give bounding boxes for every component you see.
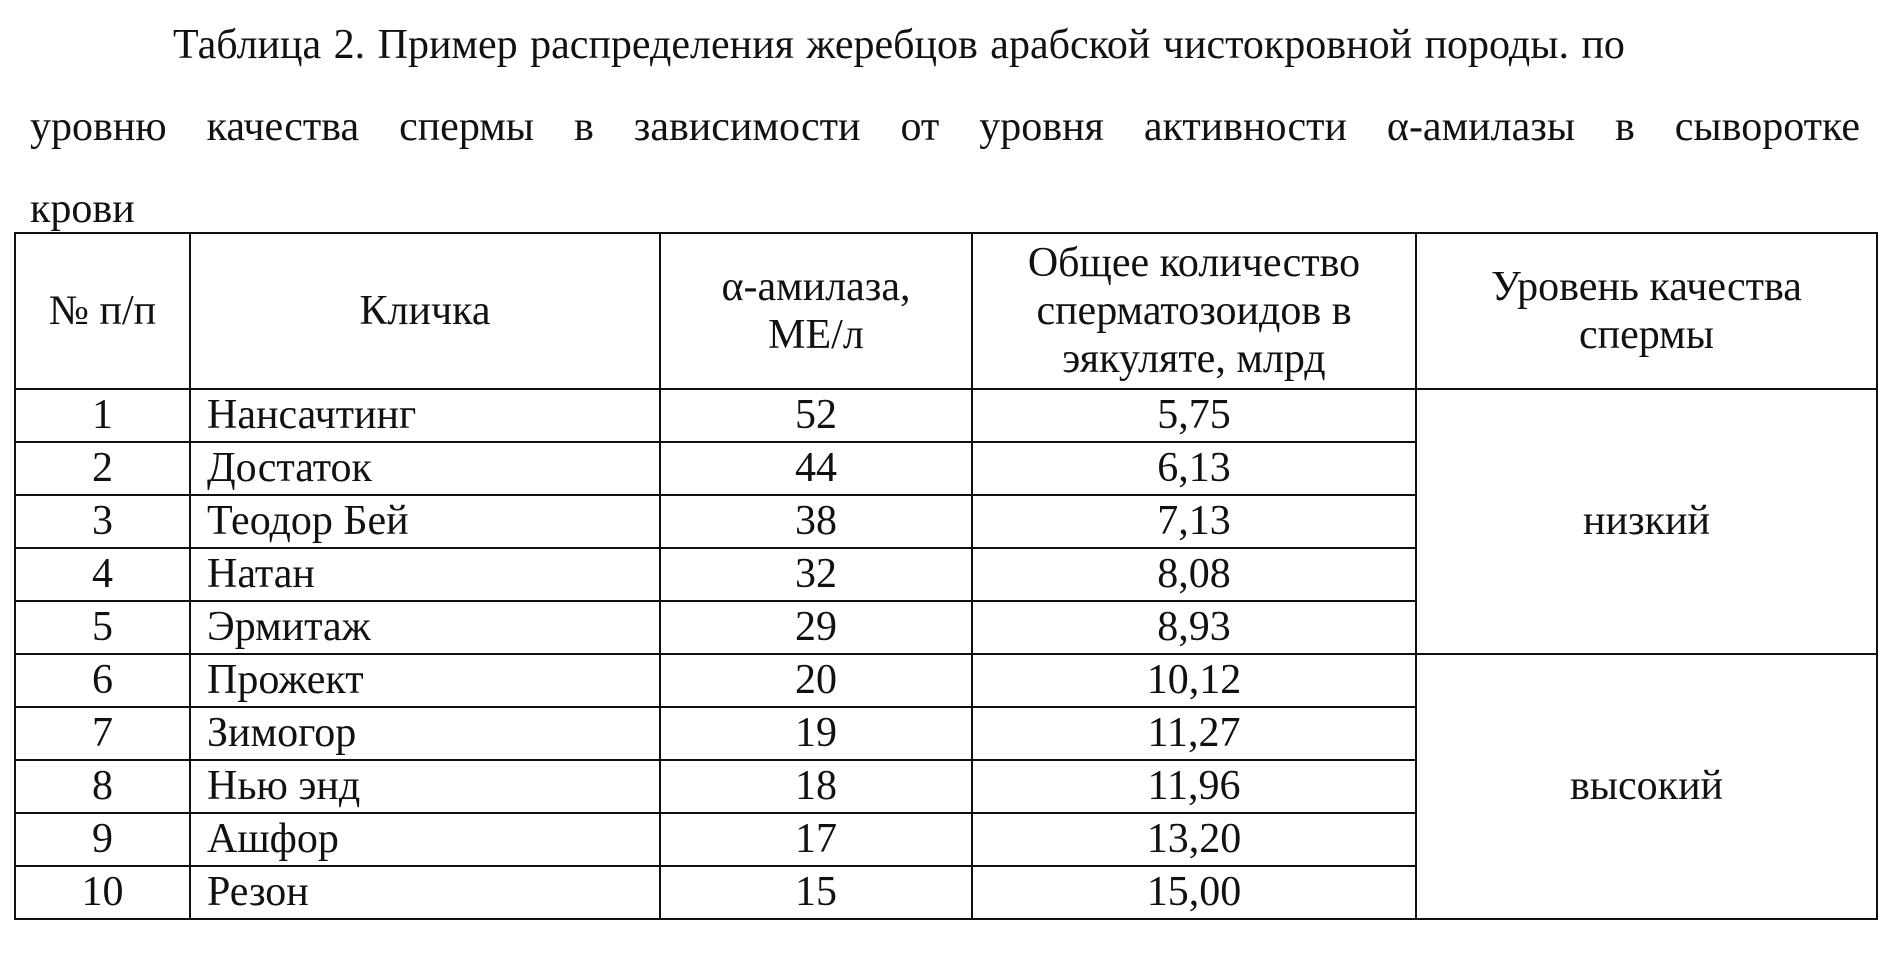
header-name: Кличка (190, 233, 660, 389)
cell-count: 15,00 (972, 866, 1416, 919)
header-num: № п/п (15, 233, 190, 389)
cell-level-low: низкий (1416, 389, 1877, 654)
header-amylase-line-1: α-амилаза, (721, 264, 911, 310)
caption-line-1: Таблица 2. Пример распределения жеребцов арабской чистокровной породы. по (173, 22, 1625, 68)
cell-name: Ашфор (190, 813, 660, 866)
header-level-line-1: Уровень качества (1491, 264, 1802, 310)
table-header-row (15, 233, 1877, 389)
header-quality-level (1416, 233, 1877, 389)
cell-count: 11,96 (972, 760, 1416, 813)
header-sperm-count (972, 233, 1416, 389)
table-caption (30, 4, 1860, 250)
cell-num: 6 (15, 654, 190, 707)
header-amylase (660, 233, 972, 389)
cell-name: Нью энд (190, 760, 660, 813)
header-count-line-3: эякуляте, млрд (1062, 336, 1326, 382)
cell-amylase: 15 (660, 866, 972, 919)
cell-name: Достаток (190, 442, 660, 495)
cell-count: 13,20 (972, 813, 1416, 866)
cell-amylase: 18 (660, 760, 972, 813)
cell-amylase: 52 (660, 389, 972, 442)
header-count-line-2: сперматозоидов в (1036, 288, 1352, 334)
cell-num: 1 (15, 389, 190, 442)
table-row (15, 389, 1877, 442)
cell-level-high: высокий (1416, 654, 1877, 919)
cell-num: 8 (15, 760, 190, 813)
cell-name: Эрмитаж (190, 601, 660, 654)
cell-count: 10,12 (972, 654, 1416, 707)
caption-line-2: уровню качества спермы в зависимости от уровня активности α-амилазы в сыворотке (30, 104, 1860, 150)
cell-amylase: 32 (660, 548, 972, 601)
cell-count: 11,27 (972, 707, 1416, 760)
cell-name: Прожект (190, 654, 660, 707)
cell-num: 2 (15, 442, 190, 495)
cell-amylase: 44 (660, 442, 972, 495)
table-row (15, 654, 1877, 707)
cell-num: 3 (15, 495, 190, 548)
cell-num: 5 (15, 601, 190, 654)
cell-num: 4 (15, 548, 190, 601)
cell-amylase: 29 (660, 601, 972, 654)
cell-name: Резон (190, 866, 660, 919)
caption-line-3: крови (30, 186, 135, 232)
cell-amylase: 19 (660, 707, 972, 760)
cell-name: Теодор Бей (190, 495, 660, 548)
stallion-table (14, 232, 1878, 920)
cell-name: Зимогор (190, 707, 660, 760)
cell-count: 7,13 (972, 495, 1416, 548)
cell-num: 10 (15, 866, 190, 919)
header-amylase-line-2: МЕ/л (768, 312, 864, 358)
cell-amylase: 17 (660, 813, 972, 866)
cell-amylase: 20 (660, 654, 972, 707)
cell-num: 7 (15, 707, 190, 760)
cell-count: 5,75 (972, 389, 1416, 442)
cell-num: 9 (15, 813, 190, 866)
header-level-line-2: спермы (1579, 312, 1714, 358)
cell-amylase: 38 (660, 495, 972, 548)
cell-name: Нансачтинг (190, 389, 660, 442)
cell-count: 8,08 (972, 548, 1416, 601)
cell-count: 6,13 (972, 442, 1416, 495)
cell-count: 8,93 (972, 601, 1416, 654)
cell-name: Натан (190, 548, 660, 601)
header-count-line-1: Общее количество (1027, 240, 1361, 286)
